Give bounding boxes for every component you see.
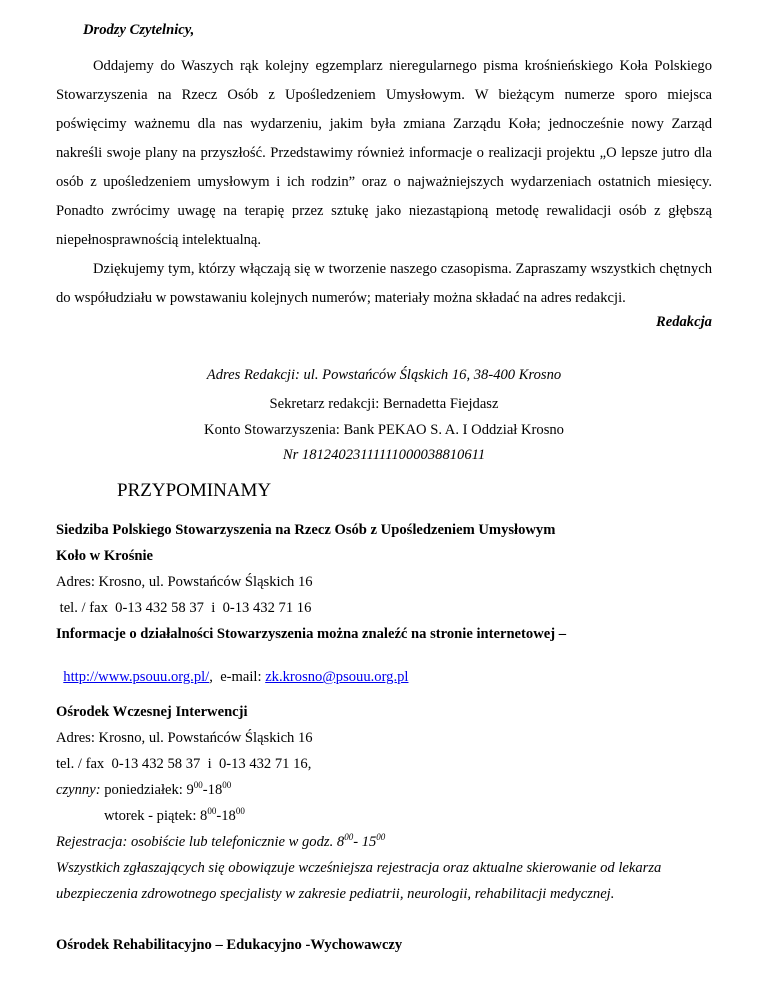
registration-note-1: Wszystkich zgłaszających się obowiązuje wcześniejsza rejestracja oraz aktualne skierowanie od lekarza: [56, 860, 662, 876]
registration-hours: [56, 834, 385, 851]
seat-info: Informacje o działalności Stowarzyszenia można znaleźć na stronie internetowej –: [56, 626, 567, 642]
seat-contact: [56, 652, 408, 686]
hours-weekday: wtorek - piątek: 8: [104, 808, 208, 824]
seat-phone: tel. / fax 0-13 432 58 37 i 0-13 432 71 16: [56, 600, 312, 616]
website-link[interactable]: http://www.psouu.org.pl/: [63, 669, 210, 685]
account-number: Nr 18124023111111000038810611: [282, 447, 486, 463]
registration-note-2: ubezpieczenia zdrowotnego specjalisty w zakresie pediatrii, neurologii, rehabilitacji medycznej.: [56, 886, 615, 902]
email-label: , e-mail:: [209, 669, 266, 685]
seat-address: Adres: Krosno, ul. Powstańców Śląskich 16: [56, 574, 313, 590]
registration-mid: - 15: [353, 834, 377, 850]
hours-weekday: poniedziałek: 9: [100, 782, 194, 798]
email-link[interactable]: zk.krosno@psouu.org.pl: [265, 669, 409, 685]
signature: Redakcja: [656, 314, 712, 330]
rehab-center-title: Ośrodek Rehabilitacyjno – Edukacyjno -Wychowawczy: [56, 937, 403, 953]
hours-mid: -18: [202, 782, 223, 798]
hours-sup: 00: [193, 780, 203, 790]
registration-text: Rejestracja: osobiście lub telefonicznie w godz. 8: [56, 834, 345, 850]
seat-title: Siedziba Polskiego Stowarzyszenia na Rzecz Osób z Upośledzeniem Umysłowym: [56, 522, 556, 538]
intro-paragraph: Oddajemy do Waszych rąk kolejny egzemplarz nieregularnego pisma krośnieńskiego Koła Polskiego Stowarzyszenia na Rzecz Osób z Upośledzeniem Umysłowym. W bieżącym numerze sporo miejsca poświęcimy ważnemu dla nas wydarzeniu, jakim była zmiana Zarządu Koła; jednocześnie nowy Zarząd nakreśli swoje plany na przyszłość. Przedstawimy również informacje o realizacji projektu „O lepsze jutro dla osób z upośledzeniem umysłowym i ich rodzin” oraz o najważniejszych wydarzeniach ostatnich miesięcy. Ponadto zwrócimy uwagę na terapię przez sztukę jako niezastąpioną metodę rewalidacji osób z głębszą niepełnosprawnością intelektualną.: [56, 58, 712, 248]
hours-mid: -18: [216, 808, 236, 824]
opening-hours-2: [104, 808, 245, 825]
hours-sup: 00: [207, 806, 217, 816]
editorial-secretary: Sekretarz redakcji: Bernadetta Fiejdasz: [269, 396, 499, 412]
registration-sup: 00: [376, 832, 386, 842]
opening-hours-1: [56, 782, 231, 799]
early-intervention-address: Adres: Krosno, ul. Powstańców Śląskich 16: [56, 730, 313, 746]
thanks-paragraph: Dziękujemy tym, którzy włączają się w tworzenie naszego czasopisma. Zapraszamy wszystkich chętnych do współudziału w powstawaniu kolejnych numerów; materiały można składać na adres redakcji.: [56, 261, 712, 306]
registration-sup: 00: [344, 832, 354, 842]
greeting: Drodzy Czytelnicy,: [83, 22, 195, 38]
editorial-account: Konto Stowarzyszenia: Bank PEKAO S. A. I Oddział Krosno: [204, 422, 564, 438]
hours-sup: 00: [235, 806, 245, 816]
seat-subtitle: Koło w Krośnie: [56, 548, 154, 564]
intro-letter: [56, 52, 712, 313]
early-intervention-phone: tel. / fax 0-13 432 58 37 i 0-13 432 71 16,: [56, 756, 312, 772]
editorial-address: Adres Redakcji: ul. Powstańców Śląskich 16, 38-400 Krosno: [206, 367, 562, 383]
reminder-heading: PRZYPOMINAMY: [117, 480, 272, 501]
hours-label: czynny:: [56, 782, 101, 798]
hours-sup: 00: [222, 780, 232, 790]
early-intervention-title: Ośrodek Wczesnej Interwencji: [56, 704, 248, 720]
